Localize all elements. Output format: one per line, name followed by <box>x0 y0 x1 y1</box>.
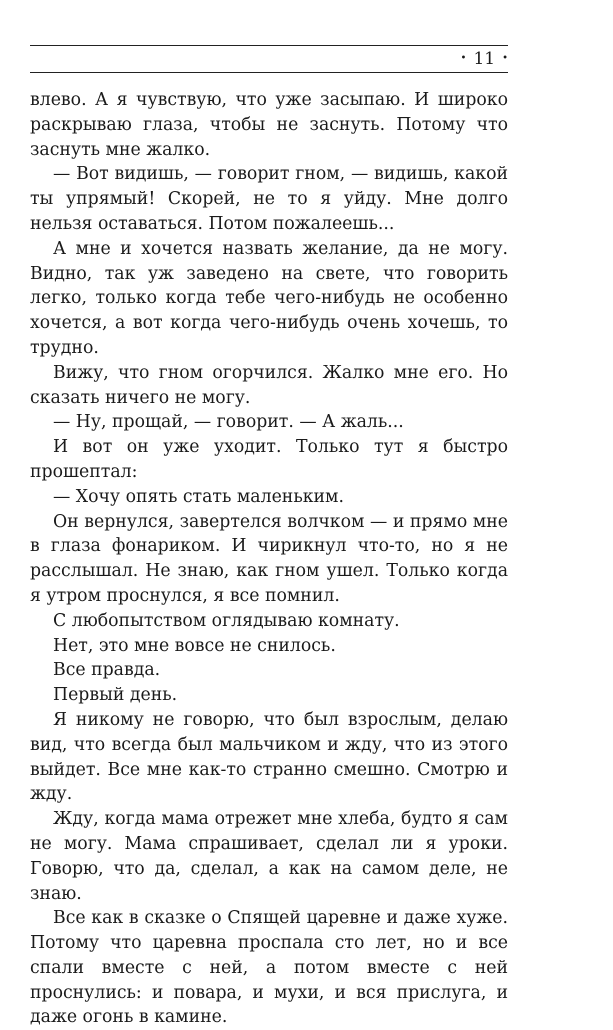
ornament-bullet-right: • <box>502 53 508 64</box>
paragraph: А мне и хочется назвать желание, да не могу. Видно, так уж заведено на свете, что говорить легко, только когда тебе чего-нибудь не особенно хочется, а вот когда чего-нибудь очень хочешь, то трудно. <box>30 238 508 358</box>
paragraph: И вот он уже уходит. Только тут я быстро прошептал: <box>30 437 508 482</box>
paragraph: С любопытством оглядываю комнату. <box>53 610 400 631</box>
paragraph: Вижу, что гном огорчился. Жалко мне его. Но сказать ничего не могу. <box>30 362 508 408</box>
header-rule-top <box>30 45 508 46</box>
paragraph: Все правда. <box>53 660 161 681</box>
paragraph: влево. А я чувствую, что уже засыпаю. И широко раскрываю глаза, чтобы не заснуть. Потому что заснуть мне жалко. <box>30 90 508 160</box>
page-number: 11 <box>473 49 496 69</box>
paragraph: Первый день. <box>53 685 178 706</box>
paragraph: — Хочу опять стать маленьким. <box>53 486 344 507</box>
paragraph: — Ну, прощай, — говорит. — А жаль... <box>53 412 404 433</box>
paragraph: Жду, когда мама отрежет мне хлеба, будто я сам не могу. Мама спрашивает, сделал ли я уроки. Говорю, что да, сделал, а как на самом деле, не знаю. <box>30 809 508 904</box>
paragraph: — Вот видишь, — говорит гном, — видишь, какой ты упрямый! Скорей, не то я уйду. Мне долго нельзя оставаться. Потом пожалеешь... <box>30 164 508 234</box>
page-number-header <box>461 49 508 69</box>
paragraph: Я никому не говорю, что был взрослым, делаю вид, что всегда был мальчиком и жду, что из этого выйдет. Все мне как-то странно смешно. Смотрю и жду. <box>30 709 508 805</box>
paragraph: Он вернулся, завертелся волчком — и прямо мне в глаза фонариком. И чирикнул что-то, но я не расслышал. Не знаю, как гном ушел. Только когда я утром проснулся, я все помнил. <box>30 511 508 606</box>
page-body-text <box>30 88 508 1030</box>
paragraph: Нет, это мне вовсе не снилось. <box>53 635 336 656</box>
ornament-bullet-left: • <box>460 53 467 64</box>
paragraph: Все как в сказке о Спящей царевне и даже хуже. Потому что царевна проспала сто лет, но и все спали вместе с ней, а потом вместе с ней проснулись: и повара, и мухи, и вся прислуга, и даже огонь в камине. <box>30 908 508 1028</box>
header-rule-bottom <box>30 72 508 73</box>
